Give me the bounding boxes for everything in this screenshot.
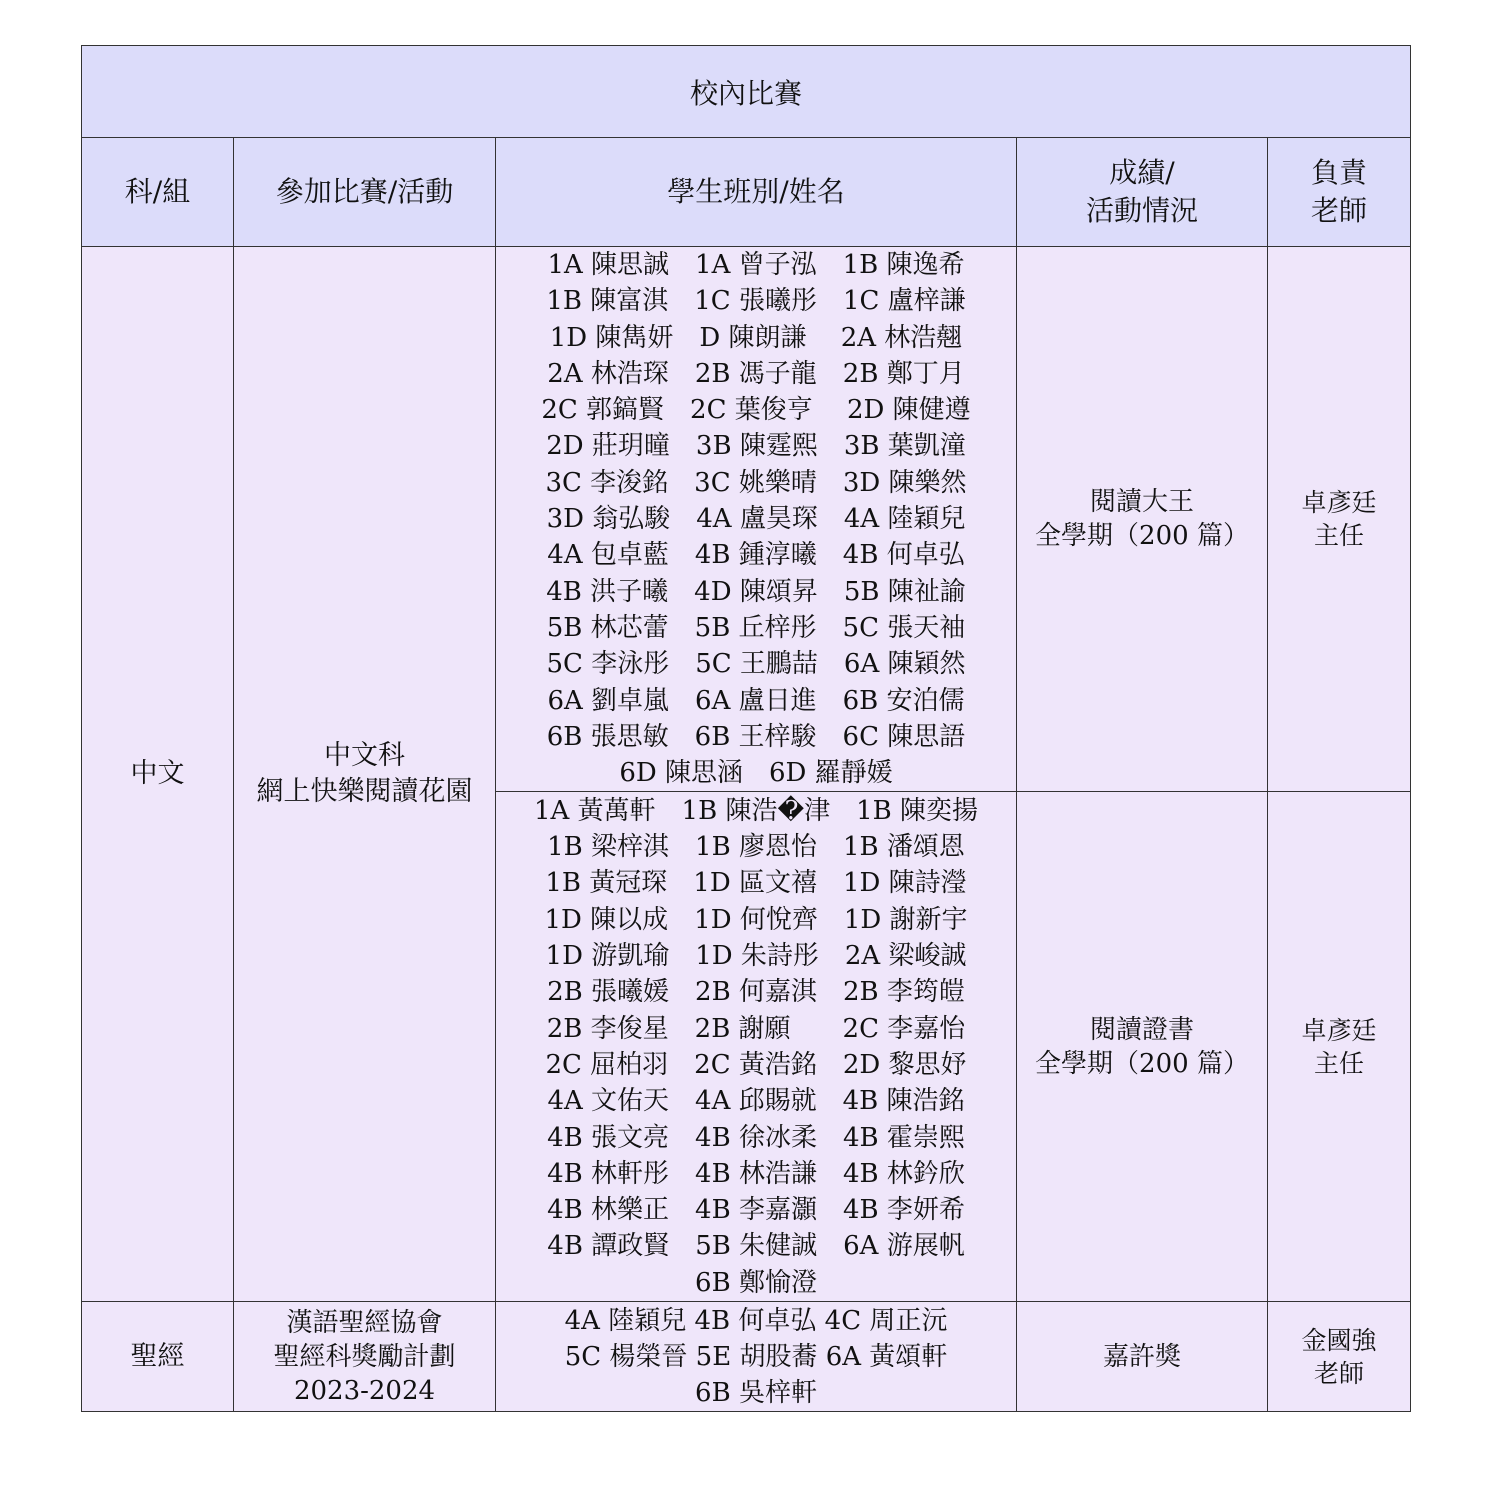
list-item: 4B 譚政賢 5B 朱健誠 6A 游展帆 bbox=[547, 1231, 965, 1262]
teacher-reading-king-line1: 卓彥廷 bbox=[1301, 488, 1377, 518]
result-bible: 嘉許獎 bbox=[1017, 1302, 1268, 1412]
list-item: 1B 黃冠琛 1D 區文禧 1D 陳詩瀅 bbox=[545, 868, 967, 899]
teacher-reading-cert-line1: 卓彥廷 bbox=[1301, 1015, 1377, 1045]
activity-bible-line1: 漢語聖經協會 bbox=[286, 1307, 443, 1338]
list-item: 2C 屈柏羽 2C 黃浩銘 2D 黎思妤 bbox=[545, 1049, 967, 1080]
teacher-reading-cert bbox=[1268, 792, 1411, 1302]
list-item: 6B 張思敏 6B 王梓駿 6C 陳思語 bbox=[546, 721, 966, 752]
header-row bbox=[82, 138, 1411, 247]
result-reading-king-line1: 閱讀大王 bbox=[1089, 487, 1194, 518]
list-item: 1B 陳富淇 1C 張曦彤 1C 盧梓謙 bbox=[546, 286, 966, 317]
header-teacher-line1: 負責 bbox=[1311, 156, 1368, 189]
activity-bible-line3: 2023-2024 bbox=[293, 1375, 436, 1406]
teacher-bible-line1: 金國強 bbox=[1301, 1325, 1377, 1355]
list-item: 6D 陳思涵 6D 羅靜媛 bbox=[619, 758, 893, 789]
result-reading-cert-line2: 全學期（200 篇） bbox=[1035, 1048, 1249, 1079]
subject-chinese: 中文 bbox=[82, 247, 234, 1302]
list-item: 6A 劉卓嵐 6A 盧日進 6B 安泊儒 bbox=[547, 685, 965, 716]
list-item: 5B 林芯蕾 5B 丘梓彤 5C 張天袖 bbox=[546, 612, 966, 643]
list-item: 1A 陳思誠 1A 曾子泓 1B 陳逸希 bbox=[547, 250, 965, 280]
activity-chinese-line2: 網上快樂閱讀花園 bbox=[256, 776, 473, 808]
result-reading-cert bbox=[1017, 792, 1268, 1302]
list-item: 1B 梁梓淇 1B 廖恩怡 1B 潘頌恩 bbox=[547, 832, 965, 863]
header-result bbox=[1017, 138, 1268, 247]
teacher-reading-cert-line2: 主任 bbox=[1314, 1048, 1365, 1078]
list-item: 2D 莊玥曈 3B 陳霆熙 3B 葉凱潼 bbox=[546, 431, 966, 462]
result-reading-king-line2: 全學期（200 篇） bbox=[1035, 521, 1249, 552]
header-activity: 參加比賽/活動 bbox=[234, 138, 496, 247]
header-students: 學生班別/姓名 bbox=[496, 138, 1017, 247]
list-item: 4B 洪子曦 4D 陳頌昇 5B 陳祉諭 bbox=[546, 576, 966, 607]
list-item: 2B 李俊星 2B 謝願 2C 李嘉怡 bbox=[546, 1013, 966, 1044]
list-item: 4B 張文亮 4B 徐冰柔 4B 霍崇熙 bbox=[547, 1122, 965, 1153]
list-item: 1D 游凱瑜 1D 朱詩彤 2A 梁峻誠 bbox=[545, 941, 967, 972]
header-result-line1: 成績/ bbox=[1109, 156, 1175, 189]
list-item: 4A 文佑天 4A 邱賜就 4B 陳浩銘 bbox=[547, 1086, 965, 1117]
activity-bible-line2: 聖經科獎勵計劃 bbox=[273, 1341, 456, 1372]
list-item: 4A 陸穎兒 4B 何卓弘 4C 周正沅 bbox=[564, 1305, 948, 1336]
list-item: 1D 陳雋妍 D 陳朗謙 2A 林浩翹 bbox=[549, 322, 963, 353]
activity-chinese bbox=[234, 247, 496, 1302]
header-subject: 科/組 bbox=[82, 138, 234, 247]
list-item: 4B 林樂正 4B 李嘉灝 4B 李妍希 bbox=[547, 1195, 965, 1226]
table-row-chinese-1 bbox=[82, 247, 1411, 792]
student-list-reading-cert bbox=[496, 792, 1017, 1302]
title-row bbox=[82, 46, 1411, 138]
list-item: 2A 林浩琛 2B 馮子龍 2B 鄭丁月 bbox=[547, 358, 965, 389]
list-item: 4B 林軒彤 4B 林浩謙 4B 林鈐欣 bbox=[547, 1158, 965, 1189]
header-teacher bbox=[1268, 138, 1411, 247]
student-list-reading-king bbox=[496, 247, 1017, 792]
list-item: 2B 張曦媛 2B 何嘉淇 2B 李筠皚 bbox=[547, 977, 965, 1008]
teacher-bible-line2: 老師 bbox=[1314, 1358, 1365, 1388]
list-item: 3D 翁弘駿 4A 盧昊琛 4A 陸穎兒 bbox=[546, 504, 966, 535]
student-list-bible bbox=[496, 1302, 1017, 1412]
awards-table bbox=[81, 45, 1411, 1412]
list-item: 4A 包卓藍 4B 鍾淳曦 4B 何卓弘 bbox=[547, 540, 965, 571]
teacher-reading-king-line2: 主任 bbox=[1314, 521, 1365, 551]
activity-chinese-line1: 中文科 bbox=[324, 740, 405, 772]
list-item: 1A 黃萬軒 1B 陳浩�津 1B 陳奕揚 bbox=[533, 795, 979, 826]
list-item: 6B 鄭愉澄 bbox=[695, 1267, 817, 1298]
list-item: 3C 李浚銘 3C 姚樂晴 3D 陳樂然 bbox=[545, 467, 967, 498]
list-item: 2C 郭鎬賢 2C 葉俊亨 2D 陳健遵 bbox=[541, 395, 971, 426]
header-teacher-line2: 老師 bbox=[1311, 194, 1368, 227]
header-result-line2: 活動情況 bbox=[1085, 194, 1198, 227]
table-title: 校內比賽 bbox=[82, 46, 1411, 138]
subject-bible: 聖經 bbox=[82, 1302, 234, 1412]
list-item: 5C 李泳彤 5C 王鵬喆 6A 陳穎然 bbox=[546, 649, 966, 680]
result-reading-cert-line1: 閱讀證書 bbox=[1089, 1014, 1194, 1045]
list-item: 5C 楊榮晉 5E 胡股蕎 6A 黃頌軒 bbox=[564, 1341, 948, 1372]
teacher-bible bbox=[1268, 1302, 1411, 1412]
list-item: 1D 陳以成 1D 何悅齊 1D 謝新宇 bbox=[544, 904, 968, 935]
table-row-bible bbox=[82, 1302, 1411, 1412]
activity-bible bbox=[234, 1302, 496, 1412]
list-item: 6B 吳梓軒 bbox=[695, 1377, 817, 1408]
result-reading-king bbox=[1017, 247, 1268, 792]
teacher-reading-king bbox=[1268, 247, 1411, 792]
